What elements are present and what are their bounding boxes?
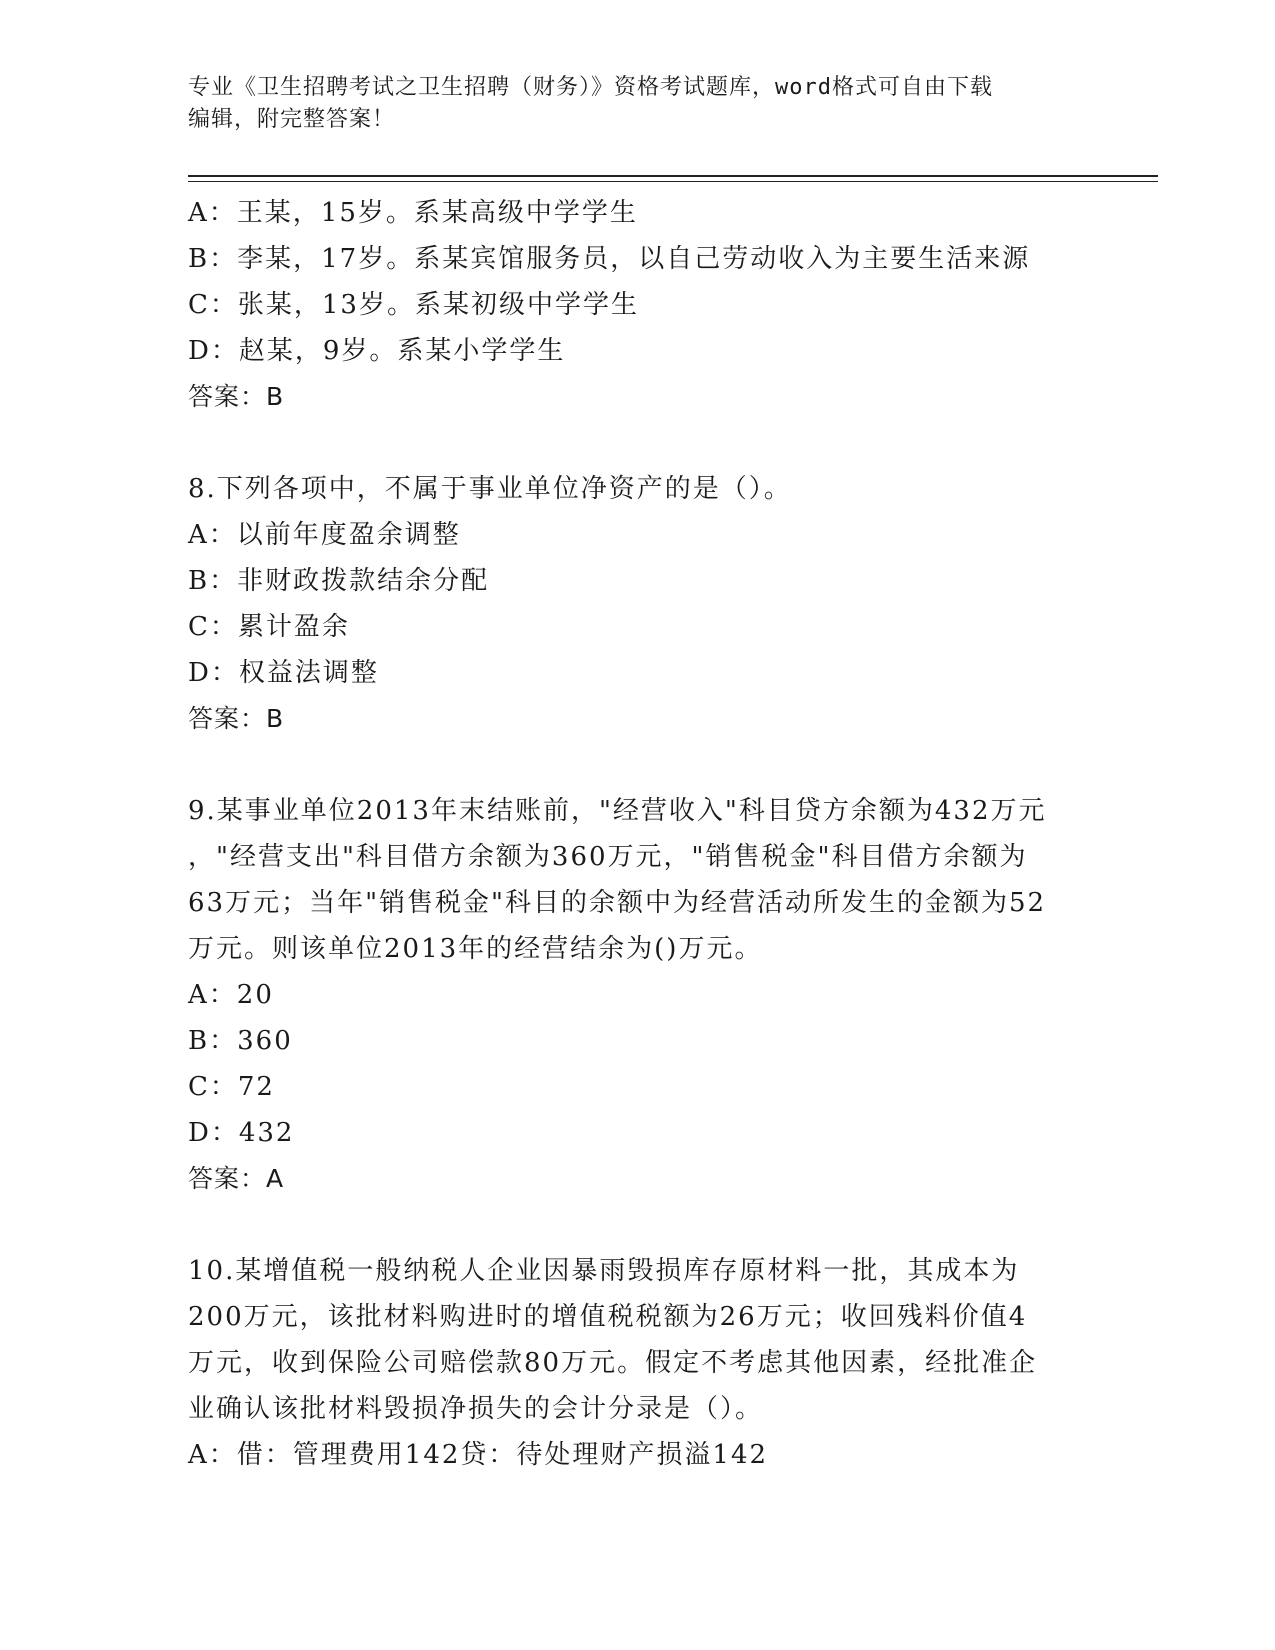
option-b: B：李某，17岁。系某宾馆服务员，以自己劳动收入为主要生活来源 [188,244,1031,274]
document-header [188,72,1088,136]
question-7 [188,190,1088,420]
option-a: A：借：管理费用142贷：待处理财产损溢142 [188,1440,769,1470]
header-line-1: 专业《卫生招聘考试之卫生招聘（财务）》资格考试题库，word格式可自由下载 [188,75,993,100]
option-d: D：432 [188,1118,295,1148]
question-stem-line-4: 业确认该批材料毁损净损失的会计分录是（）。 [188,1394,764,1424]
question-stem-line-2: ，"经营支出"科目借方余额为360万元，"销售税金"科目借方余额为 [188,842,1028,872]
option-c: C：72 [188,1072,275,1102]
spacer [188,420,1088,466]
answer: 答案：B [188,382,285,411]
answer: 答案：B [188,704,285,733]
option-a: A：20 [188,980,274,1010]
spacer [188,1202,1088,1248]
header-divider-thin [188,181,1158,182]
option-c: C：张某，13岁。系某初级中学学生 [188,290,639,320]
option-a: A：王某，15岁。系某高级中学学生 [188,198,638,228]
option-d: D：赵某，9岁。系某小学学生 [188,336,566,366]
question-stem: 8.下列各项中，不属于事业单位净资产的是（）。 [188,474,792,504]
question-stem-line-3: 万元，收到保险公司赔偿款80万元。假定不考虑其他因素，经批准企 [188,1348,1038,1378]
question-content [188,190,1088,1478]
answer: 答案：A [188,1164,285,1193]
option-b: B：360 [188,1026,293,1056]
option-c: C：累计盈余 [188,612,350,642]
question-stem-line-1: 9.某事业单位2013年末结账前，"经营收入"科目贷方余额为432万元 [188,796,1047,826]
question-stem-line-1: 10.某增值税一般纳税人企业因暴雨毁损库存原材料一批，其成本为 [188,1256,1020,1286]
option-a: A：以前年度盈余调整 [188,520,461,550]
question-9 [188,788,1088,1202]
option-b: B：非财政拨款结余分配 [188,566,490,596]
header-line-2: 编辑，附完整答案！ [188,107,396,132]
question-stem-line-3: 63万元；当年"销售税金"科目的余额中为经营活动所发生的金额为52 [188,888,1047,918]
option-d: D：权益法调整 [188,658,379,688]
spacer [188,742,1088,788]
question-8 [188,466,1088,742]
question-stem-line-2: 200万元，该批材料购进时的增值税税额为26万元；收回残料价值4 [188,1302,1028,1332]
header-divider-thick [188,175,1158,177]
question-10 [188,1248,1088,1478]
question-stem-line-4: 万元。则该单位2013年的经营结余为()万元。 [188,934,763,964]
